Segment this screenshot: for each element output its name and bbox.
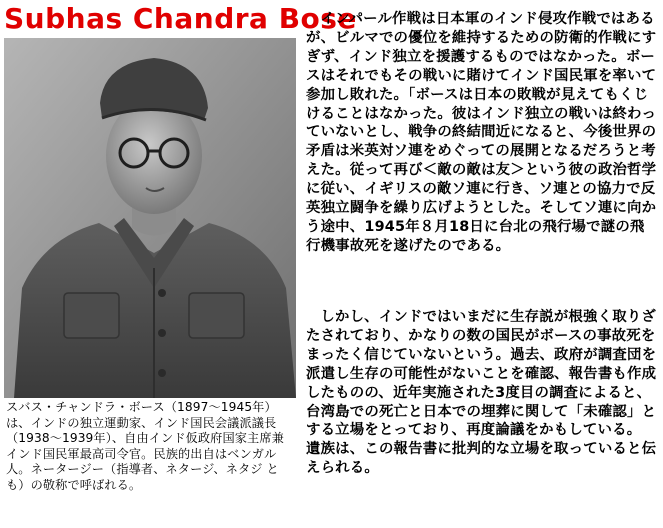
- paragraph-2: しかし、インドではいまだに生存説が根強く取りざたされており、かなりの数の国民がボースの事故死をまったく信じていないという。過去、政府が調査団を派遣し生存の可能性がないことを確認、報告書も作成したものの、近年実施された3度目の調査によると、台湾島での死亡と日本での埋葬に関して「未確認」とする立場をとっており、再度論議をかもしている。: [306, 309, 657, 439]
- page-title: Subhas Chandra Bose: [4, 2, 357, 35]
- photo-caption: スバス・チャンドラ・ボース（1897〜1945年）は、インドの独立運動家、インド国民会議派議長（1938〜1939年）、自由インド仮政府国家主席兼インド国民軍最高司令官。民族的出自はベンガル人。ネータージー（指導者、ネタージ、ネタジ とも）の敬称で呼ばれる。: [6, 400, 284, 492]
- portrait-photo: [4, 38, 296, 398]
- article-column-top: [306, 10, 658, 256]
- article-column-bottom: [306, 308, 658, 478]
- paragraph-1: インパール作戦は日本軍のインド侵攻作戦ではあるが、ビルマでの優位を維持するための防衛的作戦にすぎず、インド独立を援護するものではなかった。ボースはそれでもその戦いに賭けてインド国民軍を率いて参加し敗れた。「ボースは日本の敗戦が見えてもくじけることはなかった。彼はインド独立の戦いは終わっていないとし、戦争の終結間近になると、今後世界の矛盾は米英対ソ連をめぐっての展開となるだろうと考えた。従って再び＜敵の敵は友＞という彼の政治哲学に従い、イギリスの敵ソ連に行き、ソ連との協力で反英独立闘争を繰り広げようとした。そしてソ連に向かう途中、1945年８月18日に台北の飛行場で謎の飛行機事故死を遂げたのである。: [306, 11, 657, 254]
- paragraph-3: 遺族は、この報告書に批判的な立場を取っていると伝えられる。: [306, 441, 657, 477]
